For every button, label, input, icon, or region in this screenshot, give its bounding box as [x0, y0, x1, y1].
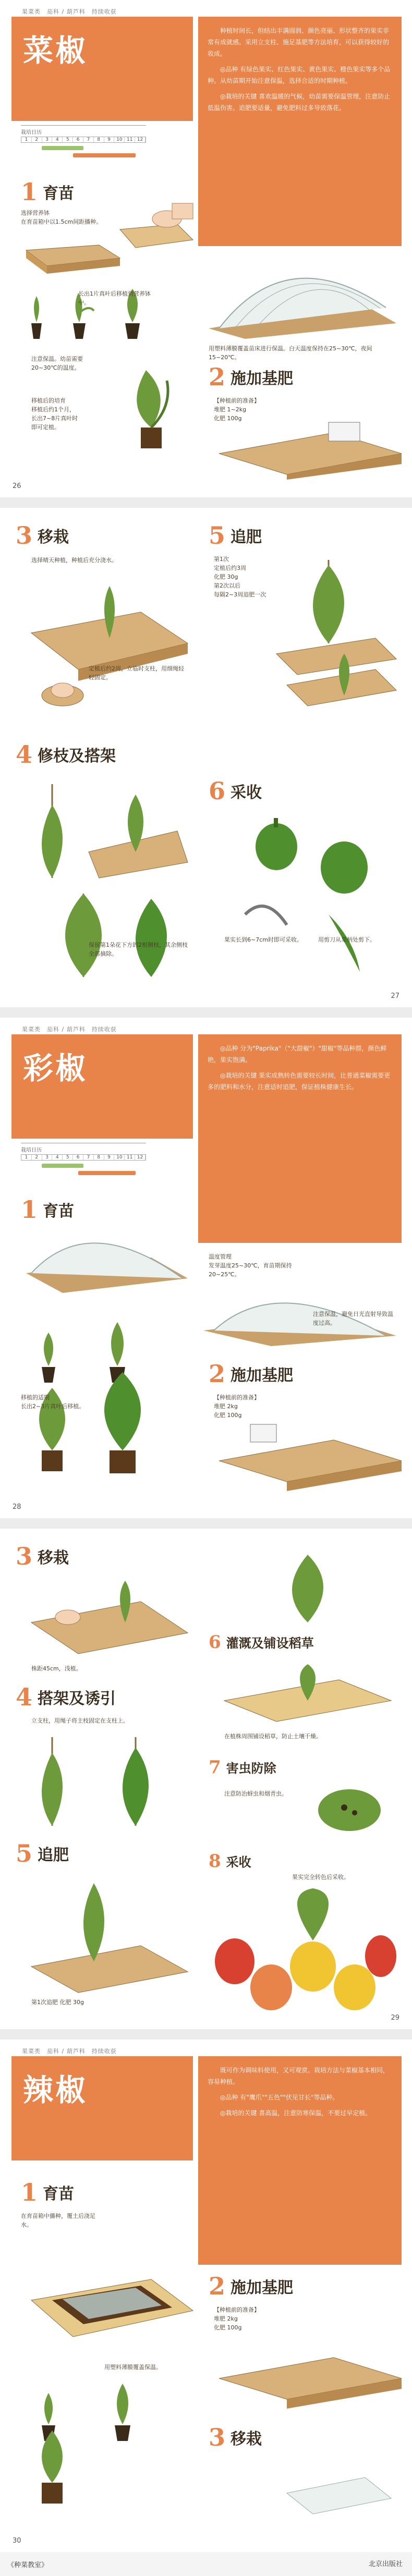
title-block [11, 2056, 193, 2160]
step-note: 温度管理 发芽温度25~30℃，育苗期保持 20~25℃。 [209, 1253, 292, 1278]
hand-planting-illustration [110, 198, 198, 271]
intro-paragraph: 既可作为调味料使用，又可观赏。栽培方法与菜椒基本相同，容易种植。 [208, 2067, 390, 2085]
step-note: 移植后的培育 移植后约1个月， 长出7~8片真叶时 即可定植。 [31, 397, 78, 431]
section-title: 移栽 [38, 528, 69, 546]
step-note: 果实完全转色后采收。 [292, 1874, 349, 1881]
section-title: 施加基肥 [231, 1366, 294, 1385]
section-number: 1 [21, 178, 38, 206]
section-header-base-fertilizer [209, 2274, 293, 2298]
section-header-pruning [16, 742, 116, 766]
page-number: 26 [13, 482, 21, 490]
intro-paragraph: ◎栽培的关键 喜欢温暖的气候，幼苗需要保温管理，注意防止低温伤害。追肥要适量，避免肥料过多导致落花。 [208, 93, 391, 112]
transplant-seedling-illustration [104, 365, 198, 454]
section-header-pest-control [209, 1758, 276, 1776]
section-title: 育苗 [43, 2185, 75, 2203]
sowing-period-bar [42, 146, 83, 150]
section-header-topdressing [16, 1841, 69, 1865]
month-cell: 8 [94, 1155, 104, 1160]
section-title: 灌溉及铺设稻草 [226, 1636, 314, 1651]
page-number: 27 [391, 992, 399, 1000]
calendar-label: 栽培日历 [21, 130, 42, 136]
page-5 [0, 2040, 412, 2552]
section-title: 搭架及诱引 [38, 1690, 116, 1708]
page-1 [0, 0, 412, 497]
step-note: 用塑料薄膜覆盖保温。 [104, 2364, 162, 2371]
page-gap [0, 1007, 412, 1018]
intro-paragraph: ◎栽培的关键 果实成熟转色需要较长时间，比普通菜椒需要更多的肥料和水分，注意适时追肥，保证植株健康生长。 [208, 1072, 391, 1091]
section-number: 6 [209, 777, 226, 805]
month-cell: 11 [125, 137, 135, 142]
section-header-base-fertilizer [209, 1362, 293, 1386]
step-note: 在育苗箱中播种，覆土后浇足水。 [21, 2213, 95, 2228]
staking-illustration [21, 1732, 193, 1831]
section-number: 7 [209, 1756, 221, 1778]
step-note: 用剪刀从果柄处剪下。 [318, 936, 375, 943]
step-note: 立支柱，用绳子将主枝固定在支柱上。 [31, 1717, 129, 1724]
section-number: 3 [209, 2423, 226, 2451]
breadcrumb: 果菜类 茄科 / 葫芦科 持续收获 [22, 2048, 117, 2055]
month-cell: 2 [32, 137, 42, 142]
page-2 [0, 508, 412, 1007]
step-note: 注意防治蚜虫和烟青虫。 [224, 1790, 287, 1797]
page-3 [0, 1018, 412, 1518]
page-gap [0, 2029, 412, 2040]
step-note: 长出1片真叶后移植到营养钵中。 [78, 290, 151, 306]
section-number: 8 [209, 1850, 221, 1872]
month-cell: 10 [114, 137, 125, 142]
month-cell: 9 [104, 1155, 115, 1160]
hotbed-illustration [21, 1226, 193, 1294]
step-note: 选择晴天种植，种植后充分浇水。 [31, 557, 117, 564]
colored-peppers-illustration [209, 1888, 402, 2019]
topdressing-illustration [21, 1873, 193, 2008]
section-number: 2 [209, 363, 226, 391]
pest-illustration [302, 1779, 396, 1841]
page-number: 28 [13, 1503, 21, 1511]
section-header-transplant [16, 1544, 69, 1568]
month-cell: 8 [94, 137, 104, 142]
step-note: 在植株周围铺设稻草，防止土壤干燥。 [224, 1733, 322, 1740]
harvest-peppers-illustration [214, 810, 402, 977]
section-header-topdressing [209, 521, 262, 550]
section-title: 采收 [226, 1855, 251, 1870]
step-note: 选择营养钵 在育苗箱中以1.5cm间距播种。 [21, 210, 102, 225]
section-number: 4 [16, 740, 33, 768]
section-header-harvest [209, 779, 262, 803]
cultivation-calendar [21, 125, 146, 175]
seedling-pots-illustration [21, 2373, 198, 2509]
step-note: 用塑料薄膜覆盖苗床进行保温。白天温度保持在25~30℃，夜间15~20℃。 [209, 345, 372, 361]
intro-paragraph: ◎品种 有"鹰爪""五色""伏见甘长"等品种。 [220, 2094, 339, 2101]
cultivation-calendar [21, 1143, 146, 1193]
page-gap [0, 1518, 412, 1529]
step-note: 【种植前的准备】 堆肥 2kg 化肥 100g [214, 2306, 260, 2331]
intro-paragraph: ◎栽培的关键 喜高温，注意防寒保温，不要过早定植。 [220, 2109, 372, 2117]
month-cell: 3 [42, 137, 53, 142]
step-note: 定植后约2周，立临时支柱，用细绳轻轻固定。 [89, 665, 184, 681]
title-block [11, 1034, 193, 1139]
harvest-period-bar [78, 1171, 136, 1175]
section-title: 追肥 [231, 528, 262, 546]
section-header-base-fertilizer [209, 365, 293, 389]
section-header-harvest [209, 1852, 251, 1870]
straw-bed-illustration [219, 1664, 396, 1727]
calendar-months [21, 1154, 146, 1161]
step-note: 第1次追肥 化肥 30g [31, 1999, 84, 2006]
transplant-illustration [282, 2457, 396, 2519]
soil-bed-illustration [219, 1414, 402, 1492]
soil-bed-illustration [219, 2331, 402, 2410]
step-note: 第1次 定植后约3周 化肥 30g 第2次以后 每隔2~3周追肥一次 [214, 556, 266, 598]
intro-paragraph: 种植时间长，但结出丰满圆润、颜色亮丽、形状整齐的果实非常有成就感。采用立支柱、施足基肥等方法培育，可以获得较好的收成。 [208, 27, 390, 57]
month-cell: 10 [114, 1155, 125, 1160]
publisher-logo: 北京出版社 [368, 2560, 403, 2568]
page-title: 菜椒 [23, 33, 88, 68]
footer-book-title: 《种菜教室》 [7, 2561, 49, 2569]
section-number: 1 [21, 2178, 38, 2206]
section-number: 2 [209, 2272, 226, 2300]
step-note: 注意保温。幼苗需要 20~30℃的温度。 [31, 356, 83, 371]
section-number: 5 [16, 1839, 33, 1867]
section-number: 3 [16, 1542, 33, 1570]
month-cell: 4 [52, 137, 63, 142]
page-title: 辣椒 [23, 2072, 88, 2108]
hotbed-frame-illustration [21, 2238, 198, 2358]
month-cell: 6 [73, 1155, 83, 1160]
section-title: 施加基肥 [231, 370, 294, 388]
month-cell: 7 [83, 137, 94, 142]
section-header-sowing [21, 180, 74, 204]
month-cell: 2 [32, 1155, 42, 1160]
section-title: 追肥 [38, 1846, 69, 1864]
page-4 [0, 1529, 412, 2029]
intro-box [198, 2056, 402, 2265]
month-cell: 1 [21, 137, 32, 142]
page-number: 30 [13, 2537, 21, 2545]
month-cell: 4 [52, 1155, 63, 1160]
step-note: 【种植前的准备】 堆肥 2kg 化肥 100g [214, 1394, 260, 1419]
step-note: 株距45cm，浅植。 [31, 1665, 82, 1672]
section-title: 施加基肥 [231, 2279, 294, 2297]
section-title: 育苗 [43, 1202, 75, 1220]
intro-box [198, 1034, 402, 1243]
greenhouse-tunnel-illustration [203, 250, 402, 339]
month-cell: 12 [135, 1155, 146, 1160]
section-header-mulching [209, 1633, 314, 1651]
intro-paragraph: ◎品种 分为"Paprika"（"大甜椒"）"甜椒"等品种群，颜色鲜艳，果实饱满。 [208, 1045, 387, 1064]
section-number: 5 [209, 521, 226, 550]
section-header-staking [16, 1685, 116, 1709]
month-cell: 7 [83, 1155, 94, 1160]
topdressing-illustration [271, 550, 402, 737]
month-cell: 3 [42, 1155, 53, 1160]
month-cell: 5 [63, 1155, 73, 1160]
month-cell: 5 [63, 137, 73, 142]
intro-box [198, 17, 402, 246]
month-cell: 12 [135, 137, 146, 142]
month-cell: 9 [104, 137, 115, 142]
section-number: 3 [16, 521, 33, 550]
month-cell: 11 [125, 1155, 135, 1160]
mulching-illustration [219, 1549, 396, 1628]
section-title: 修枝及搭架 [38, 747, 116, 765]
section-title: 移栽 [231, 2430, 262, 2448]
step-note: 【种植前的准备】 堆肥 1~2kg 化肥 100g [214, 397, 260, 422]
section-header-sowing [21, 2180, 74, 2204]
title-block [11, 17, 193, 121]
step-note: 移植的适期 长出2~3片真叶后移植。 [21, 1394, 85, 1410]
footer-bar [0, 2552, 412, 2576]
soil-bed-illustration [219, 417, 402, 480]
harvest-period-bar [73, 153, 136, 157]
section-header-sowing [21, 1195, 75, 1224]
section-header-transplant [209, 2425, 262, 2449]
section-title: 移栽 [38, 1549, 69, 1567]
section-header-transplant [16, 521, 69, 550]
section-number: 2 [209, 1360, 226, 1388]
step-note: 保留第1朵花下方的2根侧枝，其余侧枝全部摘除。 [89, 942, 188, 957]
breadcrumb: 果菜类 茄科 / 葫芦科 持续收获 [22, 1026, 117, 1033]
sowing-period-bar [42, 1164, 83, 1168]
section-number: 4 [16, 1683, 33, 1711]
section-title: 采收 [231, 784, 262, 802]
page-gap [0, 497, 412, 508]
transplant-illustration [21, 570, 193, 716]
section-title: 育苗 [43, 185, 75, 203]
section-title: 害虫防除 [226, 1761, 276, 1776]
breadcrumb: 果菜类 茄科 / 葫芦科 持续收获 [22, 8, 117, 15]
page-number: 29 [391, 2014, 399, 2022]
step-note: 果实长到6~7cm时即可采收。 [224, 936, 302, 943]
step-note: 注意保温，避免日光直射导致温度过高。 [313, 1311, 393, 1326]
intro-paragraph: ◎品种 有绿色果实、红色果实、黄色果实、橙色果实等多个品种。从幼苗期开始注意保温，选择合适的时期种植。 [208, 66, 391, 84]
transplant-illustration [21, 1576, 193, 1659]
section-number: 1 [21, 1195, 38, 1224]
calendar-months [21, 137, 146, 143]
page-title: 彩椒 [23, 1051, 88, 1086]
section-number: 6 [209, 1631, 221, 1653]
month-cell: 1 [21, 1155, 32, 1160]
month-cell: 6 [73, 137, 83, 142]
calendar-label: 栽培日历 [21, 1147, 42, 1153]
